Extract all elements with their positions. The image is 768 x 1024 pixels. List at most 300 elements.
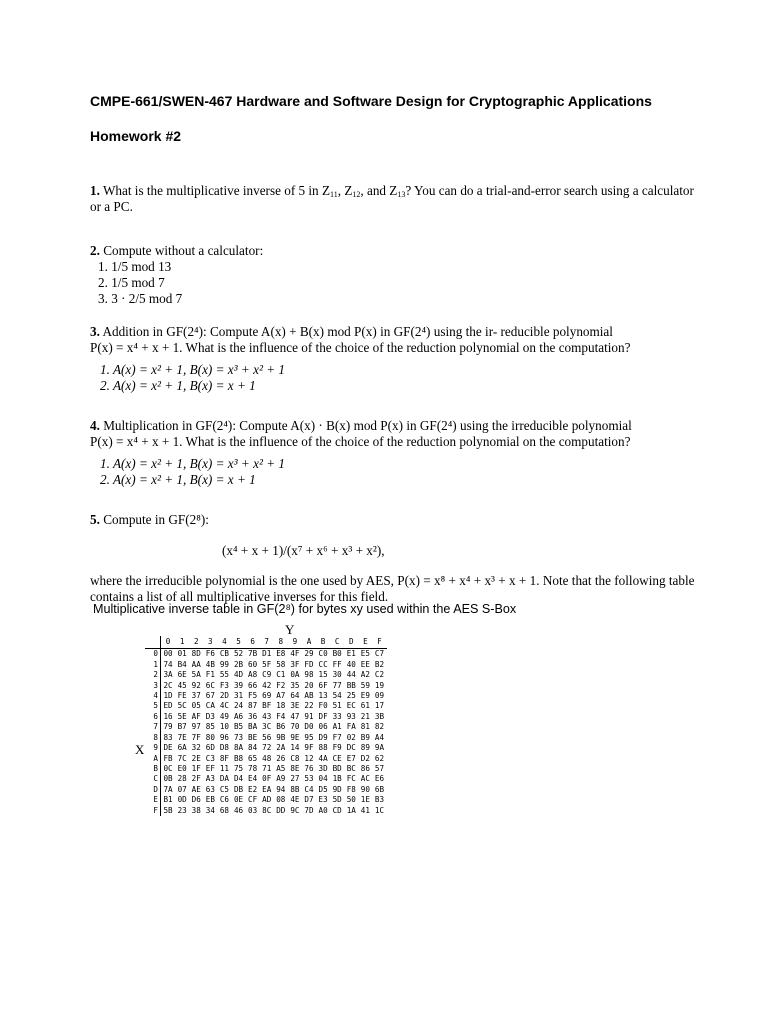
table-cell: BB xyxy=(346,680,356,690)
table-cell: 40 xyxy=(346,659,356,669)
table-cell: 55 xyxy=(219,670,229,680)
table-row xyxy=(145,722,387,732)
table-row xyxy=(145,670,387,680)
table-cell: A3 xyxy=(205,774,215,784)
row-header: 4 xyxy=(145,691,161,701)
row-header: 9 xyxy=(145,743,161,753)
table-cell: A1 xyxy=(332,722,342,732)
table-cell: 3A xyxy=(163,670,173,680)
table-cell: 69 xyxy=(262,690,272,700)
table-cell: AD xyxy=(262,795,272,805)
column-header: 0 xyxy=(161,636,176,649)
table-cell: 03 xyxy=(248,805,258,815)
table-cell: 12 xyxy=(304,753,314,763)
table-cell: 3E xyxy=(290,701,300,711)
table-cell: 43 xyxy=(262,711,272,721)
table-row xyxy=(145,649,387,660)
question-2-title: Compute without a calculator: xyxy=(99,243,264,258)
row-header: 3 xyxy=(145,680,161,690)
table-cell: DD xyxy=(276,805,286,815)
table-cell: 99 xyxy=(219,659,229,669)
table-cell: 70 xyxy=(290,722,300,732)
table-cell: 8F xyxy=(219,753,229,763)
table-row xyxy=(145,733,387,743)
table-cell: 4B xyxy=(205,659,215,669)
table-cell: FD xyxy=(304,659,314,669)
table-cell: F5 xyxy=(248,690,258,700)
table-cell: 8E xyxy=(290,764,300,774)
table-cell: 6D xyxy=(205,743,215,753)
table-cell: E4 xyxy=(248,774,258,784)
table-cell: 2A xyxy=(276,743,286,753)
table-cell: E6 xyxy=(374,774,385,784)
table-cell: 66 xyxy=(248,680,258,690)
question-2-item: 2. 1/5 mod 7 xyxy=(98,275,165,290)
table-cell: B7 xyxy=(177,722,187,732)
inverse-table xyxy=(145,636,387,816)
table-cell: 88 xyxy=(318,743,328,753)
table-row xyxy=(145,659,387,669)
table-x-axis-label: X xyxy=(135,742,145,757)
subscript-12: 12 xyxy=(352,190,361,199)
table-cell: 31 xyxy=(233,690,244,700)
table-cell: D2 xyxy=(360,753,370,763)
table-cell: D5 xyxy=(318,784,328,794)
table-cell: 89 xyxy=(360,743,370,753)
row-header: B xyxy=(145,764,161,774)
table-cell: 86 xyxy=(360,764,370,774)
table-cell: BF xyxy=(262,701,272,711)
table-cell: A7 xyxy=(276,690,286,700)
table-cell: E0 xyxy=(177,764,187,774)
table-cell: FA xyxy=(346,722,356,732)
table-cell: 51 xyxy=(332,701,342,711)
table-cell: C5 xyxy=(219,784,229,794)
table-cell: 9F xyxy=(304,743,314,753)
table-cell: 2E xyxy=(191,753,201,763)
table-cell: 46 xyxy=(233,805,244,815)
question-4-line-2: P(x) = x⁴ + x + 1. What is the influence of the choice of the reduction polynomial on the computation? xyxy=(90,434,631,449)
table-cell: D6 xyxy=(191,795,201,805)
row-header: 8 xyxy=(145,733,161,743)
table-cell: E2 xyxy=(248,784,258,794)
table-cell: 81 xyxy=(360,722,370,732)
table-y-axis-label: Y xyxy=(285,622,295,637)
table-cell: 35 xyxy=(290,680,300,690)
table-cell: F0 xyxy=(318,701,328,711)
table-cell: EF xyxy=(205,764,215,774)
table-cell: 16 xyxy=(163,711,173,721)
table-cell: 82 xyxy=(374,722,385,732)
table-cell: 6C xyxy=(205,680,215,690)
table-cell: 91 xyxy=(304,711,314,721)
table-cell: D7 xyxy=(304,795,314,805)
table-cell: 02 xyxy=(346,732,356,742)
table-cell: 06 xyxy=(318,722,328,732)
table-cell: 01 xyxy=(177,649,187,659)
table-cell: 8A xyxy=(233,743,244,753)
table-cell: B0 xyxy=(332,649,342,659)
table-cell: F1 xyxy=(205,670,215,680)
table-cell: C1 xyxy=(276,670,286,680)
column-header: 2 xyxy=(189,636,203,649)
table-cell: AA xyxy=(191,659,201,669)
table-cell: DE xyxy=(163,743,173,753)
table-cell: 36 xyxy=(248,711,258,721)
table-cell: AF xyxy=(191,711,201,721)
table-cell: 47 xyxy=(290,711,300,721)
question-4-item: 2. A(x) = x² + 1, B(x) = x + 1 xyxy=(100,472,256,487)
table-cell: 73 xyxy=(233,732,244,742)
table-cell: EA xyxy=(262,784,272,794)
table-cell: 45 xyxy=(177,680,187,690)
table-cell: 00 xyxy=(163,649,173,659)
column-header: 3 xyxy=(203,636,217,649)
table-cell: 4A xyxy=(318,753,328,763)
table-cell: CB xyxy=(219,649,229,659)
table-cell: 1E xyxy=(360,795,370,805)
question-3 xyxy=(90,324,690,394)
table-row xyxy=(145,774,387,784)
column-header: C xyxy=(330,636,344,649)
column-header: D xyxy=(344,636,358,649)
table-cell: 0F xyxy=(262,774,272,784)
table-cell: 34 xyxy=(205,805,215,815)
table-cell: 7F xyxy=(191,732,201,742)
table-cell: 25 xyxy=(346,690,356,700)
column-header: E xyxy=(358,636,372,649)
table-cell: 68 xyxy=(219,805,229,815)
table-cell: C8 xyxy=(290,753,300,763)
question-3-item: 1. A(x) = x² + 1, B(x) = x³ + x² + 1 xyxy=(100,362,285,377)
table-cell: 80 xyxy=(205,732,215,742)
table-cell: 7B xyxy=(248,649,258,659)
table-cell: 33 xyxy=(332,711,342,721)
table-cell: 39 xyxy=(233,680,244,690)
table-cell: 5B xyxy=(163,805,173,815)
question-2-title-line xyxy=(90,243,690,259)
question-5 xyxy=(90,512,690,528)
table-row xyxy=(145,712,387,722)
table-cell: 3B xyxy=(374,711,385,721)
table-cell: 04 xyxy=(318,774,328,784)
table-cell: 95 xyxy=(304,732,314,742)
question-2 xyxy=(90,243,690,307)
table-cell: 71 xyxy=(262,764,272,774)
table-cell: 26 xyxy=(276,753,286,763)
table-cell: 10 xyxy=(219,722,229,732)
table-cell: F4 xyxy=(276,711,286,721)
table-cell: FE xyxy=(177,690,187,700)
table-cell: 4E xyxy=(290,795,300,805)
question-1-sep-1: , Z xyxy=(337,183,353,198)
table-cell: 0D xyxy=(177,795,187,805)
table-cell: 1A xyxy=(346,805,356,815)
table-cell: 57 xyxy=(374,764,385,774)
table-row xyxy=(145,795,387,805)
table-cell: 2D xyxy=(219,690,229,700)
table-cell: 1B xyxy=(332,774,342,784)
table-cell: 30 xyxy=(332,670,342,680)
row-header: 1 xyxy=(145,659,161,669)
table-cell: 05 xyxy=(191,701,201,711)
table-cell: 17 xyxy=(374,701,385,711)
table-cell: 20 xyxy=(304,680,314,690)
table-cell: 49 xyxy=(219,711,229,721)
question-2-number: 2. xyxy=(90,243,100,258)
table-row xyxy=(145,680,387,690)
row-header: 2 xyxy=(145,670,161,680)
table-cell: 7D xyxy=(304,805,314,815)
table-cell: FC xyxy=(346,774,356,784)
question-4-number: 4. xyxy=(90,418,100,433)
table-cell: D9 xyxy=(318,732,328,742)
table-cell: 44 xyxy=(346,670,356,680)
question-4-text-1: Multiplication in GF(2⁴): Compute A(x) · B(x) mod P(x) in GF(2⁴) using the irreducible polynomial xyxy=(99,418,632,433)
row-header: C xyxy=(145,774,161,784)
table-cell: 15 xyxy=(318,670,328,680)
table-cell: 90 xyxy=(360,784,370,794)
table-cell: DA xyxy=(219,774,229,784)
table-cell: 9E xyxy=(290,732,300,742)
table-cell: 50 xyxy=(346,795,356,805)
table-cell: B8 xyxy=(233,753,244,763)
table-cell: B9 xyxy=(360,732,370,742)
table-cell: 5E xyxy=(177,711,187,721)
question-1-text-a: What is the multiplicative inverse of 5 in Z xyxy=(99,183,331,198)
table-cell: C9 xyxy=(262,670,272,680)
table-cell: 1D xyxy=(163,690,173,700)
table-cell: CD xyxy=(332,805,342,815)
column-header: 8 xyxy=(274,636,288,649)
table-cell: CA xyxy=(205,701,215,711)
question-3-item: 2. A(x) = x² + 1, B(x) = x + 1 xyxy=(100,378,256,393)
table-cell: 4F xyxy=(290,649,300,659)
column-header: F xyxy=(372,636,386,649)
table-cell: 52 xyxy=(233,649,244,659)
table-cell: BD xyxy=(332,764,342,774)
table-cell: 0B xyxy=(163,774,173,784)
row-header: A xyxy=(145,753,161,763)
table-row xyxy=(145,743,387,753)
question-5-number: 5. xyxy=(90,512,100,527)
row-header: 0 xyxy=(145,649,161,660)
table-cell: 38 xyxy=(191,805,201,815)
table-cell: A9 xyxy=(276,774,286,784)
column-header: 1 xyxy=(175,636,189,649)
table-cell: 24 xyxy=(233,701,244,711)
table-cell: 0E xyxy=(233,795,244,805)
table-cell: F9 xyxy=(332,743,342,753)
table-cell: 84 xyxy=(248,743,258,753)
table-cell: 77 xyxy=(332,680,342,690)
table-cell: 27 xyxy=(290,774,300,784)
table-cell: 61 xyxy=(360,701,370,711)
row-header: 5 xyxy=(145,701,161,711)
table-cell: C3 xyxy=(205,753,215,763)
table-cell: E1 xyxy=(346,649,356,659)
subscript-11: 11 xyxy=(330,190,338,199)
table-cell: 9D xyxy=(332,784,342,794)
table-cell: D3 xyxy=(205,711,215,721)
table-cell: A4 xyxy=(374,732,385,742)
table-cell: 74 xyxy=(163,659,173,669)
question-1-text-b: ? You can do a trial-and-error search using a calculator xyxy=(405,183,694,198)
table-cell: E8 xyxy=(276,649,286,659)
question-1 xyxy=(90,183,694,215)
table-cell: BA xyxy=(248,722,258,732)
table-cell: 3F xyxy=(290,659,300,669)
table-cell: FB xyxy=(163,753,173,763)
table-cell: 6E xyxy=(177,670,187,680)
table-cell: 8D xyxy=(191,649,201,659)
table-cell: 8C xyxy=(262,805,272,815)
table-cell: C2 xyxy=(374,670,385,680)
question-5-title-line xyxy=(90,512,690,528)
table-cell: 8B xyxy=(290,784,300,794)
table-cell: F8 xyxy=(346,784,356,794)
table-cell: 5A xyxy=(191,670,201,680)
row-header: 7 xyxy=(145,722,161,732)
table-cell: D1 xyxy=(262,649,272,659)
table-cell: 72 xyxy=(262,743,272,753)
table-cell: 41 xyxy=(360,805,370,815)
table-cell: A6 xyxy=(233,711,244,721)
table-row xyxy=(145,753,387,763)
column-header: 5 xyxy=(231,636,245,649)
table-cell: 87 xyxy=(248,701,258,711)
table-cell: 98 xyxy=(304,670,314,680)
table-cell: 9A xyxy=(374,743,385,753)
table-cell: 13 xyxy=(318,690,328,700)
table-cell: 58 xyxy=(276,659,286,669)
table-cell: 22 xyxy=(304,701,314,711)
table-cell: 76 xyxy=(304,764,314,774)
table-cell: ED xyxy=(163,701,173,711)
question-3-number: 3. xyxy=(90,324,100,339)
table-cell: E7 xyxy=(346,753,356,763)
table-cell: 1F xyxy=(191,764,201,774)
table-cell: DC xyxy=(346,743,356,753)
table-cell: B1 xyxy=(163,795,173,805)
table-cell: 75 xyxy=(233,764,244,774)
question-5-equation: (x⁴ + x + 1)/(x⁷ + x⁶ + x³ + x²), xyxy=(222,543,385,558)
table-cell: 7A xyxy=(163,784,173,794)
table-cell: D8 xyxy=(219,743,229,753)
table-cell: F2 xyxy=(276,680,286,690)
table-cell: 59 xyxy=(360,680,370,690)
row-header: E xyxy=(145,795,161,805)
column-header: A xyxy=(302,636,316,649)
table-cell: 67 xyxy=(205,690,215,700)
table-cell: B5 xyxy=(233,722,244,732)
table-cell: 21 xyxy=(360,711,370,721)
table-cell: 23 xyxy=(177,805,187,815)
table-cell: D0 xyxy=(304,722,314,732)
question-1-number: 1. xyxy=(90,183,100,198)
table-cell: 6B xyxy=(374,784,385,794)
table-cell: 0A xyxy=(290,670,300,680)
table-cell: 6F xyxy=(318,680,328,690)
table-cell: CE xyxy=(332,753,342,763)
table-cell: 60 xyxy=(248,659,258,669)
table-cell: 9C xyxy=(290,805,300,815)
table-cell: AE xyxy=(191,784,201,794)
table-cell: F6 xyxy=(205,649,215,659)
table-cell: FF xyxy=(332,659,342,669)
table-cell: 53 xyxy=(304,774,314,784)
question-4-line-1 xyxy=(90,418,690,434)
table-cell: EE xyxy=(360,659,370,669)
table-cell: 85 xyxy=(205,722,215,732)
table-cell: EC xyxy=(346,701,356,711)
table-cell: 5C xyxy=(177,701,187,711)
question-2-item: 1. 1/5 mod 13 xyxy=(98,259,172,274)
table-cell: A5 xyxy=(276,764,286,774)
table-cell: CC xyxy=(318,659,328,669)
table-cell: 08 xyxy=(276,795,286,805)
table-cell: 54 xyxy=(332,690,342,700)
course-title: CMPE-661/SWEN-467 Hardware and Software Design for Cryptographic Applications xyxy=(90,93,652,109)
table-cell: DB xyxy=(233,784,244,794)
question-3-text-1: Addition in GF(2⁴): Compute A(x) + B(x) mod P(x) in GF(2⁴) using the ir- reducible polynomial xyxy=(99,324,613,339)
table-cell: 6A xyxy=(177,743,187,753)
table-row xyxy=(145,785,387,795)
table-cell: 29 xyxy=(304,649,314,659)
table-row xyxy=(145,764,387,774)
column-header: 4 xyxy=(217,636,231,649)
table-cell: B6 xyxy=(276,722,286,732)
table-cell: 56 xyxy=(262,732,272,742)
column-header: B xyxy=(316,636,330,649)
table-cell: 5F xyxy=(262,659,272,669)
table-row xyxy=(145,691,387,701)
question-5-line-2: contains a list of all multiplicative inverses for this field. xyxy=(90,589,389,604)
table-cell: 14 xyxy=(290,743,300,753)
table-cell: E5 xyxy=(360,649,370,659)
row-header: F xyxy=(145,806,161,816)
table-caption: Multiplicative inverse table in GF(2⁸) for bytes xy used within the AES S-Box xyxy=(93,602,517,616)
table-cell: 93 xyxy=(346,711,356,721)
subscript-13: 13 xyxy=(397,190,406,199)
table-cell: 07 xyxy=(177,784,187,794)
table-cell: 2C xyxy=(163,680,173,690)
table-cell: 63 xyxy=(205,784,215,794)
question-3-line-2: P(x) = x⁴ + x + 1. What is the influence of the choice of the reduction polynomial on the computation? xyxy=(90,340,631,355)
row-header: 6 xyxy=(145,712,161,722)
question-1-line-1 xyxy=(90,183,694,199)
table-cell: 64 xyxy=(290,690,300,700)
table-cell: F3 xyxy=(219,680,229,690)
column-header: 9 xyxy=(288,636,302,649)
table-row xyxy=(145,701,387,711)
table-cell: 32 xyxy=(191,743,201,753)
homework-title: Homework #2 xyxy=(90,128,182,144)
column-header: 6 xyxy=(246,636,260,649)
table-cell: BE xyxy=(248,732,258,742)
table-cell: 4D xyxy=(233,670,244,680)
table-cell: 2F xyxy=(191,774,201,784)
column-header: 7 xyxy=(260,636,274,649)
table-cell: 18 xyxy=(276,701,286,711)
table-cell: 96 xyxy=(219,732,229,742)
table-cell: C0 xyxy=(318,649,328,659)
table-cell: 97 xyxy=(191,722,201,732)
table-cell: 79 xyxy=(163,722,173,732)
table-cell: 37 xyxy=(191,690,201,700)
table-cell: 78 xyxy=(248,764,258,774)
table-cell: 09 xyxy=(374,690,385,700)
